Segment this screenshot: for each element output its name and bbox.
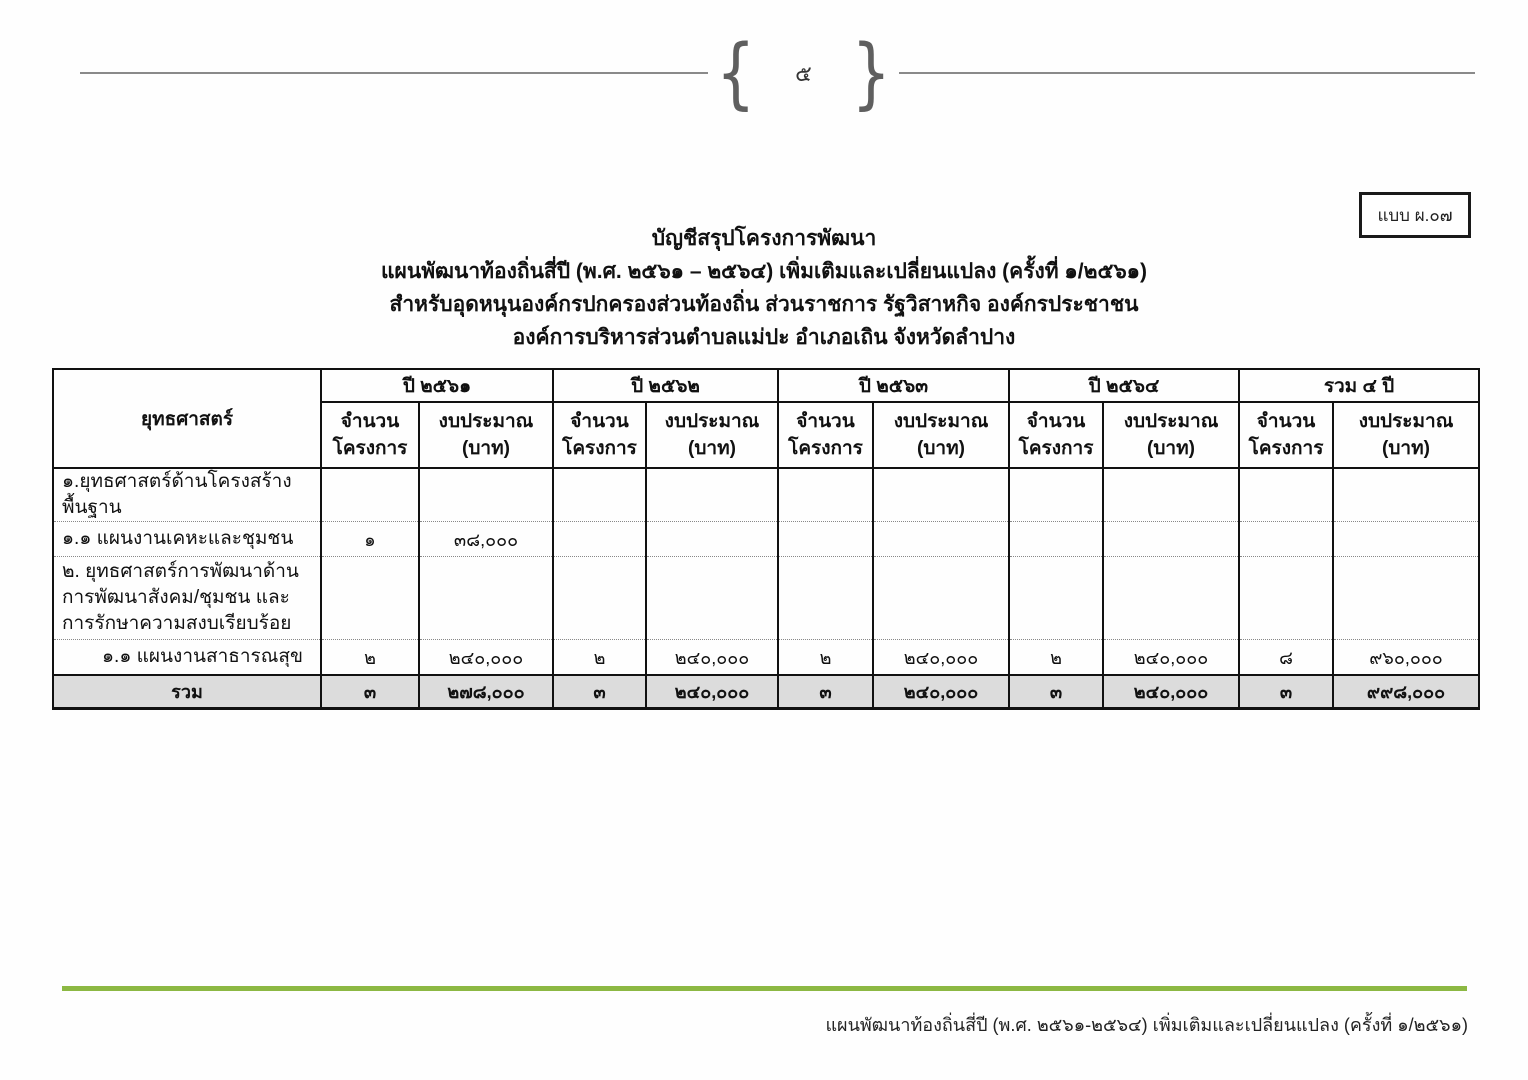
table-cell [1103, 468, 1239, 522]
subheader-budget: งบประมาณ (บาท) [873, 402, 1009, 468]
subheader-budget [419, 402, 553, 468]
table-cell [646, 468, 778, 522]
subheader-budget: งบประมาณ (บาท) [1333, 402, 1479, 468]
table-cell: ๑ [321, 522, 419, 557]
footer-accent-rule [62, 986, 1467, 991]
title-line-4: องค์การบริหารส่วนตำบลแม่ปะ อำเภอเถิน จังหวัดลำปาง [512, 326, 1016, 349]
title-line-1: บัญชีสรุปโครงการพัฒนา [651, 227, 877, 250]
table-cell [1103, 557, 1239, 640]
header-rule-left [80, 72, 708, 74]
table-row-housing-plan [53, 522, 1479, 557]
form-code-badge: แบบ ผ.๐๗ [1359, 192, 1471, 238]
page-number: ๕ [795, 60, 812, 86]
subheader-project-count: จำนวน โครงการ [1239, 402, 1333, 468]
table-cell: ๒๔๐,๐๐๐ [419, 640, 553, 676]
table-cell: ๒ [321, 640, 419, 676]
row-label: ๑.ยุทธศาสตร์ด้านโครงสร้างพื้นฐาน [53, 468, 321, 522]
table-cell: ๓ [553, 675, 646, 709]
table-cell [1103, 522, 1239, 557]
total-row-label: รวม [53, 675, 321, 709]
table-cell: ๓๘,๐๐๐ [419, 522, 553, 557]
table-cell: ๒๗๘,๐๐๐ [419, 675, 553, 709]
table-cell [321, 468, 419, 522]
table-cell [873, 468, 1009, 522]
subheader-budget: งบประมาณ (บาท) [1103, 402, 1239, 468]
table-row-total [53, 675, 1479, 709]
table-cell [553, 557, 646, 640]
table-cell [553, 522, 646, 557]
project-summary-table [52, 368, 1480, 710]
table-row-health-plan [53, 640, 1479, 676]
table-row-strategy-2 [53, 557, 1479, 640]
table-cell: ๒๔๐,๐๐๐ [1103, 640, 1239, 676]
column-header-year-2563: ปี ๒๕๖๓ [778, 369, 1009, 402]
column-header-year-2564: ปี ๒๕๖๔ [1009, 369, 1239, 402]
table-cell [419, 468, 553, 522]
table-cell [1009, 557, 1103, 640]
subheader-project-count: จำนวน โครงการ [1009, 402, 1103, 468]
table-cell [778, 468, 873, 522]
title-line-3: สำหรับอุดหนุนองค์กรปกครองส่วนท้องถิ่น ส่วนราชการ รัฐวิสาหกิจ องค์กรประชาชน [389, 293, 1139, 316]
header-rule-right [899, 72, 1475, 74]
table-cell: ๒ [553, 640, 646, 676]
table-cell: ๓ [1009, 675, 1103, 709]
table-cell: ๒ [1009, 640, 1103, 676]
document-title-block [0, 222, 1528, 354]
table-cell: ๓ [778, 675, 873, 709]
summary-table-container [52, 368, 1480, 710]
table-cell: ๓ [1239, 675, 1333, 709]
table-cell [1009, 468, 1103, 522]
table-cell [873, 557, 1009, 640]
table-cell [1333, 522, 1479, 557]
table-cell [1239, 522, 1333, 557]
column-header-year-2562: ปี ๒๕๖๒ [553, 369, 778, 402]
subheader-budget: งบประมาณ (บาท) [646, 402, 778, 468]
column-header-year-2561: ปี ๒๕๖๑ [321, 369, 553, 402]
title-line-2: แผนพัฒนาท้องถิ่นสี่ปี (พ.ศ. ๒๕๖๑ – ๒๕๖๔) เพิ่มเติมและเปลี่ยนแปลง (ครั้งที่ ๑/๒๕๖๑) [381, 260, 1147, 283]
table-cell [1239, 557, 1333, 640]
row-label: ๑.๑ แผนงานสาธารณสุข [53, 640, 321, 676]
row-label: ๑.๑ แผนงานเคหะและชุมชน [53, 522, 321, 557]
subheader-count-line2: โครงการ [332, 438, 408, 459]
page-header-rule [0, 26, 1528, 118]
table-cell: ๒๔๐,๐๐๐ [1103, 675, 1239, 709]
subheader-project-count [321, 402, 419, 468]
table-row-strategy-1 [53, 468, 1479, 522]
subheader-count-line1: จำนวน [340, 411, 400, 432]
subheader-budget-line2: (บาท) [462, 438, 510, 459]
row-label: ๒. ยุทธศาสตร์การพัฒนาด้านการพัฒนาสังคม/ชุมชน และการรักษาความสงบเรียบร้อย [53, 557, 321, 640]
table-cell: ๒๔๐,๐๐๐ [646, 640, 778, 676]
table-cell [873, 522, 1009, 557]
column-header-total-4yr: รวม ๔ ปี [1239, 369, 1479, 402]
table-cell [321, 557, 419, 640]
table-cell: ๒๔๐,๐๐๐ [646, 675, 778, 709]
table-cell [419, 557, 553, 640]
right-brace-decoration: } [851, 26, 891, 118]
table-cell: ๒ [778, 640, 873, 676]
table-cell: ๙๙๘,๐๐๐ [1333, 675, 1479, 709]
table-cell: ๒๔๐,๐๐๐ [873, 640, 1009, 676]
column-header-strategy: ยุทธศาสตร์ [53, 369, 321, 468]
left-brace-decoration: { [716, 26, 756, 118]
table-cell [778, 557, 873, 640]
table-cell [778, 522, 873, 557]
subheader-budget-line1: งบประมาณ [438, 411, 534, 432]
table-cell [1333, 557, 1479, 640]
table-cell: ๒๔๐,๐๐๐ [873, 675, 1009, 709]
subheader-project-count: จำนวน โครงการ [778, 402, 873, 468]
table-cell: ๘ [1239, 640, 1333, 676]
table-cell: ๙๖๐,๐๐๐ [1333, 640, 1479, 676]
footer-document-reference: แผนพัฒนาท้องถิ่นสี่ปี (พ.ศ. ๒๕๖๑-๒๕๖๔) เพิ่มเติมและเปลี่ยนแปลง (ครั้งที่ ๑/๒๕๖๑) [825, 1015, 1468, 1035]
subheader-project-count: จำนวน โครงการ [553, 402, 646, 468]
table-cell [646, 557, 778, 640]
table-cell [1009, 522, 1103, 557]
table-cell [1239, 468, 1333, 522]
table-cell [1333, 468, 1479, 522]
table-cell [646, 522, 778, 557]
table-cell: ๓ [321, 675, 419, 709]
table-cell [553, 468, 646, 522]
